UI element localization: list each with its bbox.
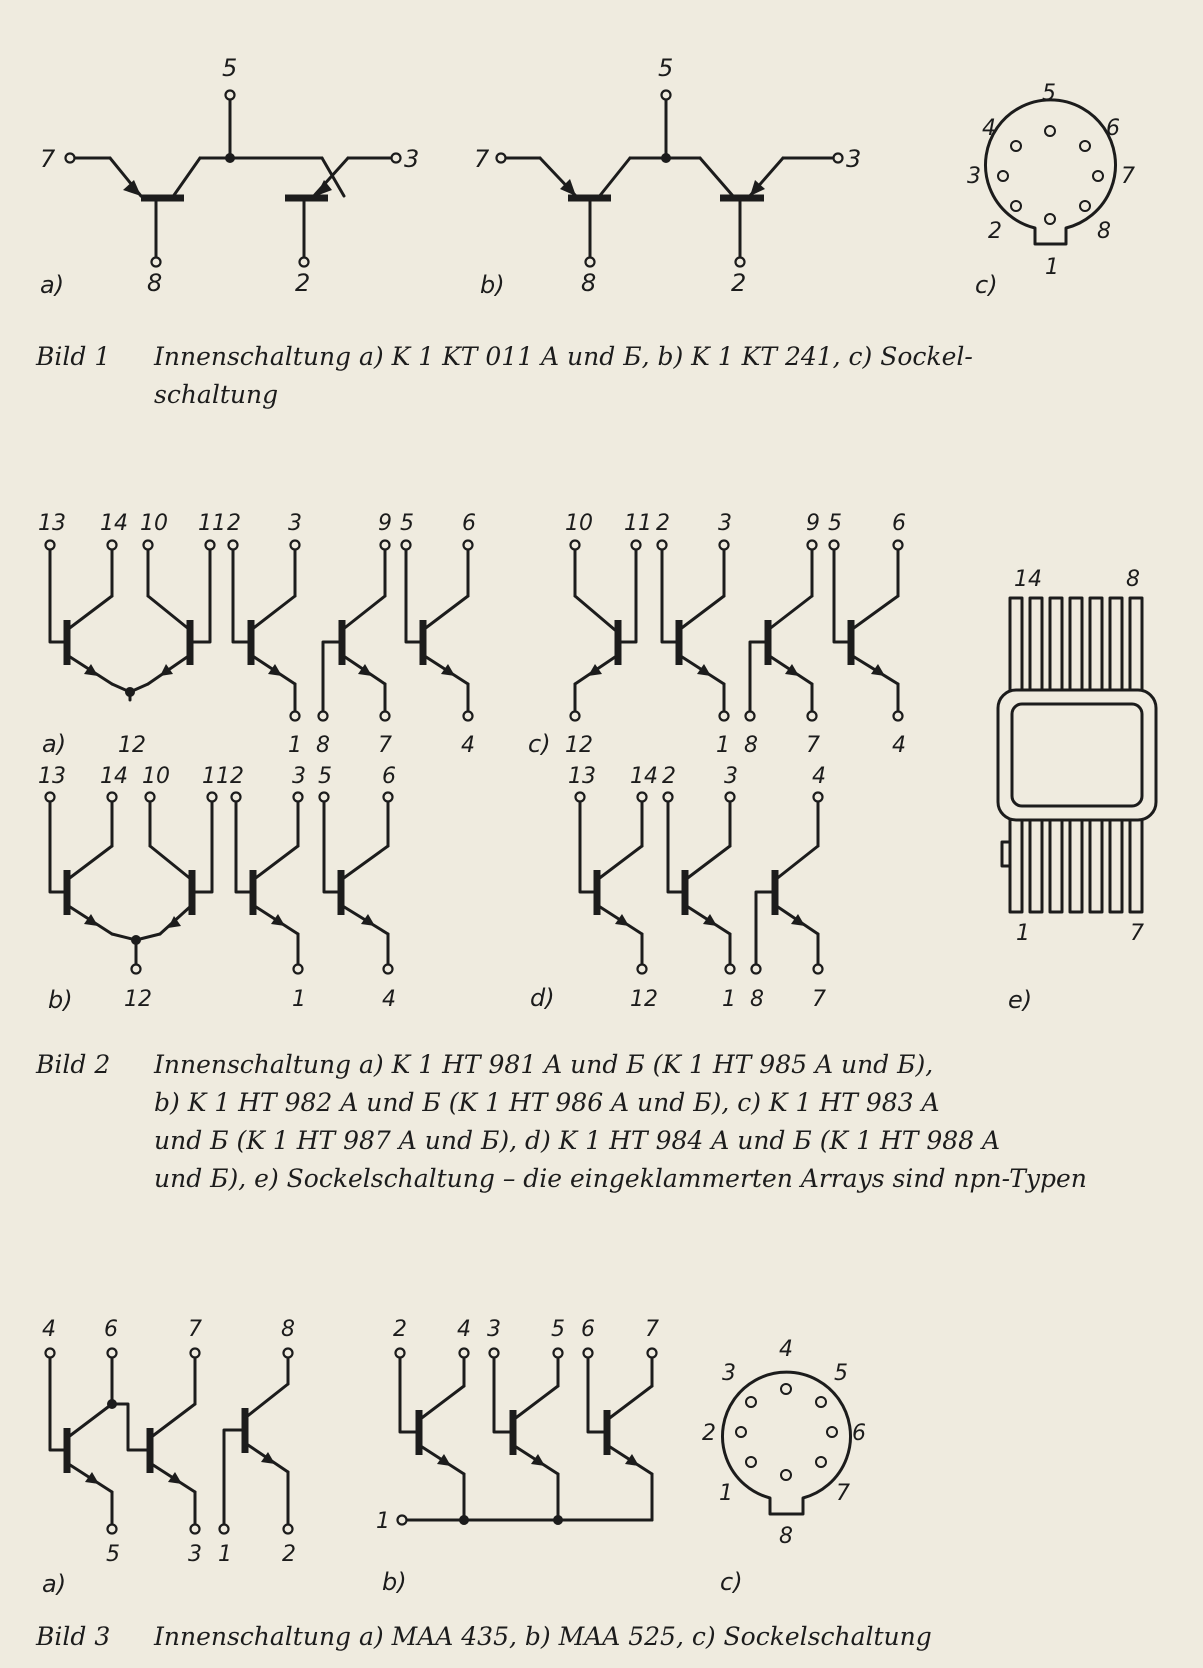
fig1a-pin-8: 8 (147, 269, 163, 297)
fig3-circuit-b (376, 1317, 659, 1596)
fig2d-pin-13: 13 (568, 764, 596, 789)
fig2a-pin-12: 12 (118, 733, 146, 758)
fig2c-pin-10: 10 (565, 511, 593, 536)
fig2b-pin-11: 11 (202, 764, 230, 789)
fig3b-pin-3: 3 (487, 1317, 501, 1342)
fig3-circuit-a (42, 1317, 296, 1598)
socket1-pin-1: 1 (1045, 255, 1059, 280)
fig1a-pin-3: 3 (404, 145, 420, 173)
fig2a-pin-14: 14 (100, 511, 128, 536)
fig3b-pin-1: 1 (376, 1509, 390, 1534)
fig2a-pin-1: 1 (288, 733, 302, 758)
fig2-caption-line3: und Б (K 1 HT 987 A und Б), d) K 1 HT 984 A und Б (K 1 HT 988 A (154, 1126, 1001, 1155)
fig2c-pin-1: 1 (716, 733, 730, 758)
fig2b-pin-2: 2 (230, 764, 244, 789)
fig2a-pin-2: 2 (227, 511, 241, 536)
fig3b-pin-4: 4 (457, 1317, 471, 1342)
fig2-circuit-a (38, 511, 476, 758)
fig1b-pin-5: 5 (658, 54, 674, 82)
fig2c-pin-7: 7 (806, 733, 820, 758)
fig3-sub-b: b) (382, 1568, 407, 1596)
fig2c-pin-11: 11 (624, 511, 652, 536)
fig3a-pin-7: 7 (188, 1317, 202, 1342)
fig2a-pin-7: 7 (378, 733, 392, 758)
fig2-caption-line4: und Б), e) Sockelschaltung – die eingeklammerten Arrays sind npn-Typen (154, 1164, 1087, 1193)
fig2-package-e (998, 567, 1156, 1014)
fig2b-pin-1: 1 (292, 987, 306, 1012)
fig2c-pin-8: 8 (744, 733, 758, 758)
fig2d-pin-1: 1 (722, 987, 736, 1012)
fig2e-pin-14: 14 (1014, 567, 1042, 592)
fig3b-pin-2: 2 (393, 1317, 407, 1342)
fig1b-pin-3: 3 (846, 145, 862, 173)
fig2a-pin-3: 3 (288, 511, 302, 536)
socket1-pin-3: 3 (967, 164, 981, 189)
fig3a-pin-6: 6 (104, 1317, 118, 1342)
fig2e-pin-7: 7 (1130, 921, 1144, 946)
fig1a-pin-5: 5 (222, 54, 238, 82)
fig3b-pin-6: 6 (581, 1317, 595, 1342)
fig2-caption-line2: b) K 1 HT 982 A und Б (K 1 HT 986 A und Б), c) K 1 HT 983 A (154, 1088, 940, 1117)
socket1-pin-7: 7 (1121, 164, 1135, 189)
fig2-sub-c: c) (528, 730, 551, 758)
fig2-sub-d: d) (530, 984, 555, 1012)
socket3-pin-2: 2 (702, 1421, 716, 1446)
fig2d-pin-4: 4 (812, 764, 826, 789)
socket3-pin-3: 3 (722, 1361, 736, 1386)
fig2e-pin-1: 1 (1016, 921, 1030, 946)
fig1-sub-a: a) (40, 271, 65, 299)
fig2c-pin-4: 4 (892, 733, 906, 758)
fig2-sub-b: b) (48, 986, 73, 1014)
fig3b-pin-7: 7 (645, 1317, 659, 1342)
fig2b-pin-5: 5 (318, 764, 332, 789)
fig2e-pin-8: 8 (1126, 567, 1140, 592)
fig2d-pin-3: 3 (724, 764, 738, 789)
fig2d-pin-8: 8 (750, 987, 764, 1012)
socket1-pin-8: 8 (1097, 219, 1111, 244)
fig2a-pin-5: 5 (400, 511, 414, 536)
fig1b-pin-8: 8 (581, 269, 597, 297)
socket3-pin-7: 7 (836, 1481, 850, 1506)
fig1a-pin-7: 7 (40, 145, 56, 173)
fig2a-pin-6: 6 (462, 511, 476, 536)
fig3a-pin-2: 2 (282, 1542, 296, 1567)
fig3a-pin-8: 8 (281, 1317, 295, 1342)
fig3-socket-c (702, 1337, 866, 1596)
fig1-sub-b: b) (480, 271, 505, 299)
socket1-pin-5: 5 (1042, 81, 1056, 106)
fig1-circuit-b (474, 54, 861, 299)
fig1b-pin-2: 2 (731, 269, 747, 297)
fig2a-pin-4: 4 (461, 733, 475, 758)
socket1-pin-6: 6 (1106, 116, 1120, 141)
fig2-circuit-c (528, 511, 906, 758)
fig2-caption-line1: Innenschaltung a) K 1 HT 981 A und Б (K 1 HT 985 A und Б), (154, 1050, 934, 1079)
fig3-caption-label: Bild 3 (36, 1622, 111, 1651)
fig2d-pin-7: 7 (812, 987, 826, 1012)
fig2a-pin-9: 9 (378, 511, 392, 536)
fig2-caption-label: Bild 2 (36, 1050, 111, 1079)
fig2d-pin-12: 12 (630, 987, 658, 1012)
fig1-circuit-a (40, 54, 419, 299)
fig2b-pin-4: 4 (382, 987, 396, 1012)
fig2c-pin-2: 2 (656, 511, 670, 536)
fig2a-pin-10: 10 (140, 511, 168, 536)
fig2a-pin-13: 13 (38, 511, 66, 536)
fig2b-pin-3: 3 (292, 764, 306, 789)
fig3b-pin-5: 5 (551, 1317, 565, 1342)
fig2c-pin-9: 9 (806, 511, 820, 536)
socket3-pin-1: 1 (719, 1481, 733, 1506)
fig1a-pin-2: 2 (295, 269, 311, 297)
socket1-pin-2: 2 (988, 219, 1002, 244)
fig2b-pin-10: 10 (142, 764, 170, 789)
socket3-pin-6: 6 (852, 1421, 866, 1446)
fig2-circuit-b (38, 764, 396, 1014)
fig2-circuit-d (530, 764, 826, 1012)
fig2a-pin-8: 8 (316, 733, 330, 758)
fig3a-pin-5: 5 (106, 1542, 120, 1567)
fig1b-pin-7: 7 (474, 145, 490, 173)
socket3-pin-4: 4 (779, 1337, 793, 1362)
fig1-sub-c: c) (975, 271, 998, 299)
fig2c-pin-12: 12 (565, 733, 593, 758)
fig2b-pin-6: 6 (382, 764, 396, 789)
fig3-sub-c: c) (720, 1568, 743, 1596)
socket3-pin-5: 5 (834, 1361, 848, 1386)
fig2b-pin-14: 14 (100, 764, 128, 789)
fig3a-pin-3: 3 (188, 1542, 202, 1567)
fig2b-pin-12: 12 (124, 987, 152, 1012)
fig2c-pin-5: 5 (828, 511, 842, 536)
fig3-sub-a: a) (42, 1570, 67, 1598)
fig2-sub-a: a) (42, 730, 67, 758)
fig1-caption-line2: schaltung (154, 380, 279, 409)
fig2a-pin-11: 11 (198, 511, 226, 536)
socket1-pin-4: 4 (982, 116, 996, 141)
fig1-caption-label: Bild 1 (36, 342, 111, 371)
fig2d-pin-2: 2 (662, 764, 676, 789)
fig2b-pin-13: 13 (38, 764, 66, 789)
socket3-pin-8: 8 (779, 1524, 793, 1549)
fig2c-pin-3: 3 (718, 511, 732, 536)
fig1-caption-line1: Innenschaltung a) K 1 KT 011 A und Б, b) K 1 KT 241, c) Sockel- (154, 342, 973, 371)
fig2-sub-e: e) (1008, 986, 1033, 1014)
fig3a-pin-4: 4 (42, 1317, 56, 1342)
fig2d-pin-14: 14 (630, 764, 658, 789)
fig1-socket-c (967, 81, 1135, 299)
fig3a-pin-1: 1 (218, 1542, 232, 1567)
fig2c-pin-6: 6 (892, 511, 906, 536)
fig3-caption-line1: Innenschaltung a) MAA 435, b) MAA 525, c) Sockelschaltung (154, 1622, 932, 1651)
